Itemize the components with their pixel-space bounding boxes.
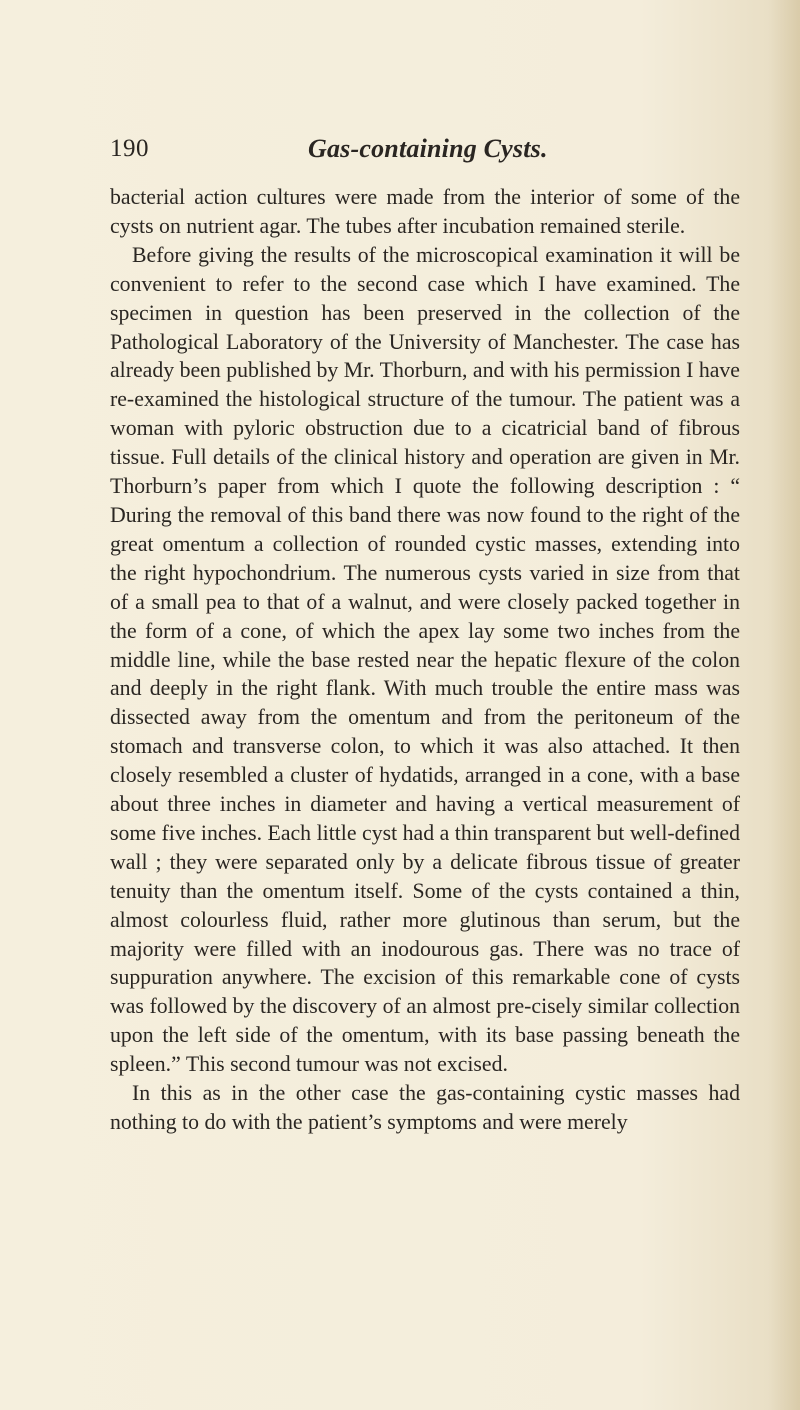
body-text bbox=[110, 183, 740, 1137]
page-number: 190 bbox=[110, 135, 149, 162]
paragraph-continued: bacterial action cultures were made from the interior of some of the cysts on nutrient agar. The tubes after incubation remained sterile. bbox=[110, 185, 740, 238]
running-title: Gas-containing Cysts. bbox=[308, 134, 548, 163]
running-head bbox=[110, 132, 740, 166]
paragraph-conclusion: In this as in the other case the gas-containing cystic masses had nothing to do with the patient’s symptoms and were merely bbox=[110, 1081, 740, 1134]
paragraph-second-case: Before giving the results of the microscopical examination it will be convenient to refer to the second case which I have examined. The specimen in question has been preserved in the collection of the Pathological Laboratory of the University of Manchester. The case has already been published by Mr. Thorburn, and with his permission I have re-examined the histological structure of the tumour. The patient was a woman with pyloric obstruction due to a cicatricial band of fibrous tissue. Full details of the clinical history and operation are given in Mr. Thorburn’s paper from which I quote the following description : “ During the removal of this band there was now found to the right of the great omentum a collection of rounded cystic masses, extending into the right hypochondrium. The numerous cysts varied in size from that of a small pea to that of a walnut, and were closely packed together in the form of a cone, of which the apex lay some two inches from the middle line, while the base rested near the hepatic flexure of the colon and deeply in the right flank. With much trouble the entire mass was dissected away from the omentum and from the peritoneum of the stomach and transverse colon, to which it was also attached. It then closely resembled a cluster of hydatids, arranged in a cone, with a base about three inches in diameter and having a vertical measurement of some five inches. Each little cyst had a thin transparent but well-defined wall ; they were separated only by a delicate fibrous tissue of greater tenuity than the omentum itself. Some of the cysts contained a thin, almost colourless fluid, rather more glutinous than serum, but the majority were filled with an inodourous gas. There was no trace of suppuration anywhere. The excision of this remarkable cone of cysts was followed by the discovery of an almost pre-cisely similar collection upon the left side of the omentum, with its base passing beneath the spleen.” This second tumour was not excised. bbox=[110, 242, 740, 1077]
